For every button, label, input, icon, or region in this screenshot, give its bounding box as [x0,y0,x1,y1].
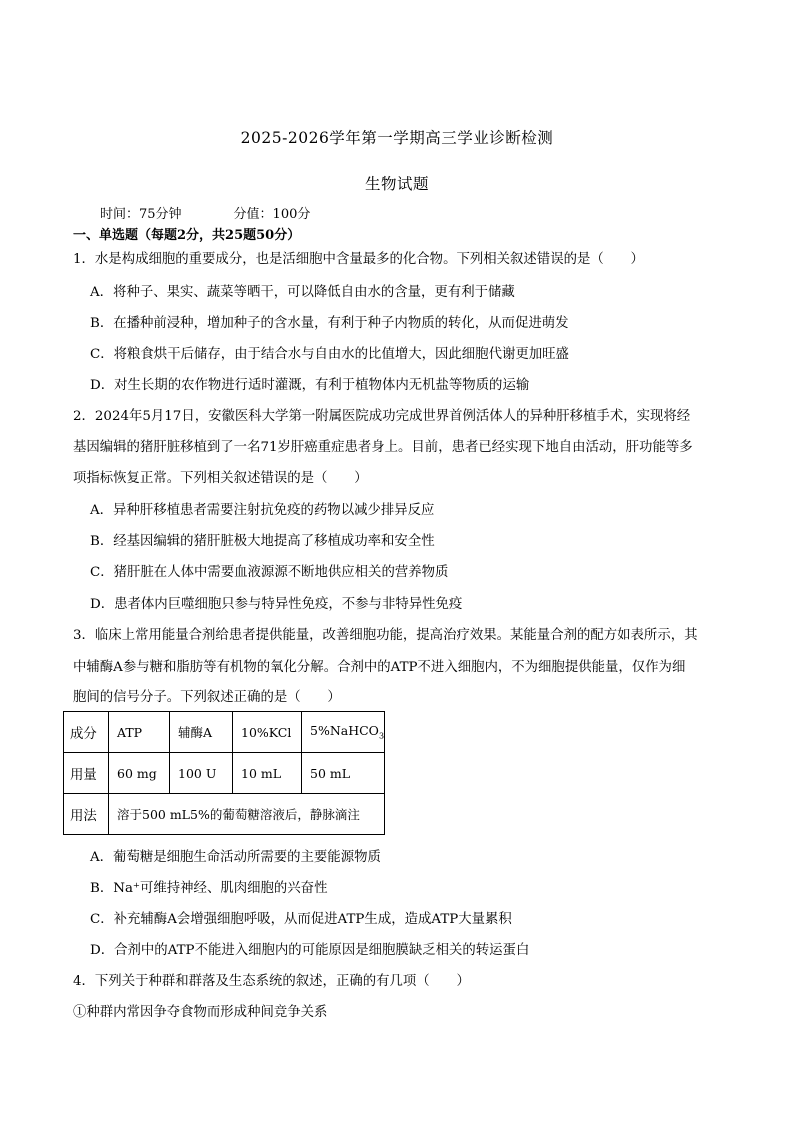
question-1-option-a: A．将种子、果实、蔬菜等晒干，可以降低自由水的含量，更有利于储藏 [90,285,515,300]
table-row [64,712,385,753]
question-2-option-b: B．经基因编辑的猪肝脏极大地提高了移植成功率和安全性 [90,534,435,549]
table-cell: 溶于500 mL5%的葡萄糖溶液后，静脉滴注 [109,794,385,835]
exam-time: 时间：75分钟 [100,207,182,222]
question-1-option-d: D．对生长期的农作物进行适时灌溉，有利于植物体内无机盐等物质的运输 [90,378,530,393]
question-3-option-a: A．葡萄糖是细胞生命活动所需要的主要能源物质 [90,850,381,865]
exam-meta [100,203,310,222]
question-2-option-d: D．患者体内巨噬细胞只参与特异性免疫，不参与非特异性免疫 [90,597,463,612]
table-cell-text: 5%NaHCO [310,723,379,739]
question-3-option-c: C．补充辅酶A会增强细胞呼吸，从而促进ATP生成，造成ATP大量累积 [90,912,512,927]
exam-score: 分值：100分 [233,207,311,222]
question-4-stem: 4．下列关于种群和群落及生态系统的叙述，正确的有几项（ ） [73,974,470,989]
table-cell: 10%KCl [233,712,302,753]
table-cell: 100 U [170,753,233,794]
question-3-stem-line-3: 胞间的信号分子。下列叙述正确的是（ ） [73,690,341,705]
question-1-option-c: C．将粮食烘干后储存，由于结合水与自由水的比值增大，因此细胞代谢更加旺盛 [90,347,569,362]
table-row [64,753,385,794]
table-cell: ATP [109,712,170,753]
question-2-stem-line-2: 基因编辑的猪肝脏移植到了一名71岁肝癌重症患者身上。目前，患者已经实现下地自由活动，肝功能等多 [73,440,693,455]
energy-mixture-table [63,711,385,835]
table-row-header: 用法 [64,794,109,835]
subscript: 3 [378,731,385,741]
question-3-stem-line-2: 中辅酶A参与糖和脂肪等有机物的氧化分解。合剂中的ATP不进入细胞内，不为细胞提供能量，仅作为细 [73,660,686,675]
question-3-option-b: B．Na⁺可维持神经、肌肉细胞的兴奋性 [90,881,328,896]
table-cell: 50 mL [302,753,385,794]
table-cell: 60 mg [109,753,170,794]
question-2-stem-line-1: 2．2024年5月17日，安徽医科大学第一附属医院成功完成世界首例活体人的异种肝移植手术，实现将经 [73,409,691,424]
table-row [64,794,385,835]
subject-title: 生物试题 [364,175,429,193]
exam-title: 2025-2026学年第一学期高三学业诊断检测 [240,129,554,147]
question-3-option-d: D．合剂中的ATP不能进入细胞内的可能原因是细胞膜缺乏相关的转运蛋白 [90,943,530,958]
question-3-stem-line-1: 3．临床上常用能量合剂给患者提供能量，改善细胞功能，提高治疗效果。某能量合剂的配方如表所示，其 [73,628,698,643]
table-cell: 10 mL [233,753,302,794]
table-cell [302,712,385,753]
section-heading: 一、单选题（每题2分，共25题50分） [73,228,301,243]
question-2-stem-line-3: 项指标恢复正常。下列相关叙述错误的是（ ） [73,471,368,486]
question-1-option-b: B．在播种前浸种，增加种子的含水量，有利于种子内物质的转化，从而促进萌发 [90,316,569,331]
table-row-header: 用量 [64,753,109,794]
question-1-stem: 1．水是构成细胞的重要成分，也是活细胞中含量最多的化合物。下列相关叙述错误的是（ ） [73,252,644,267]
table-cell: 辅酶A [170,712,233,753]
question-2-option-a: A．异种肝移植患者需要注射抗免疫的药物以减少排异反应 [90,503,435,518]
table-row-header: 成分 [64,712,109,753]
question-2-option-c: C．猪肝脏在人体中需要血液源源不断地供应相关的营养物质 [90,565,449,580]
question-4-statement-1: ①种群内常因争夺食物而形成种间竞争关系 [73,1005,328,1020]
